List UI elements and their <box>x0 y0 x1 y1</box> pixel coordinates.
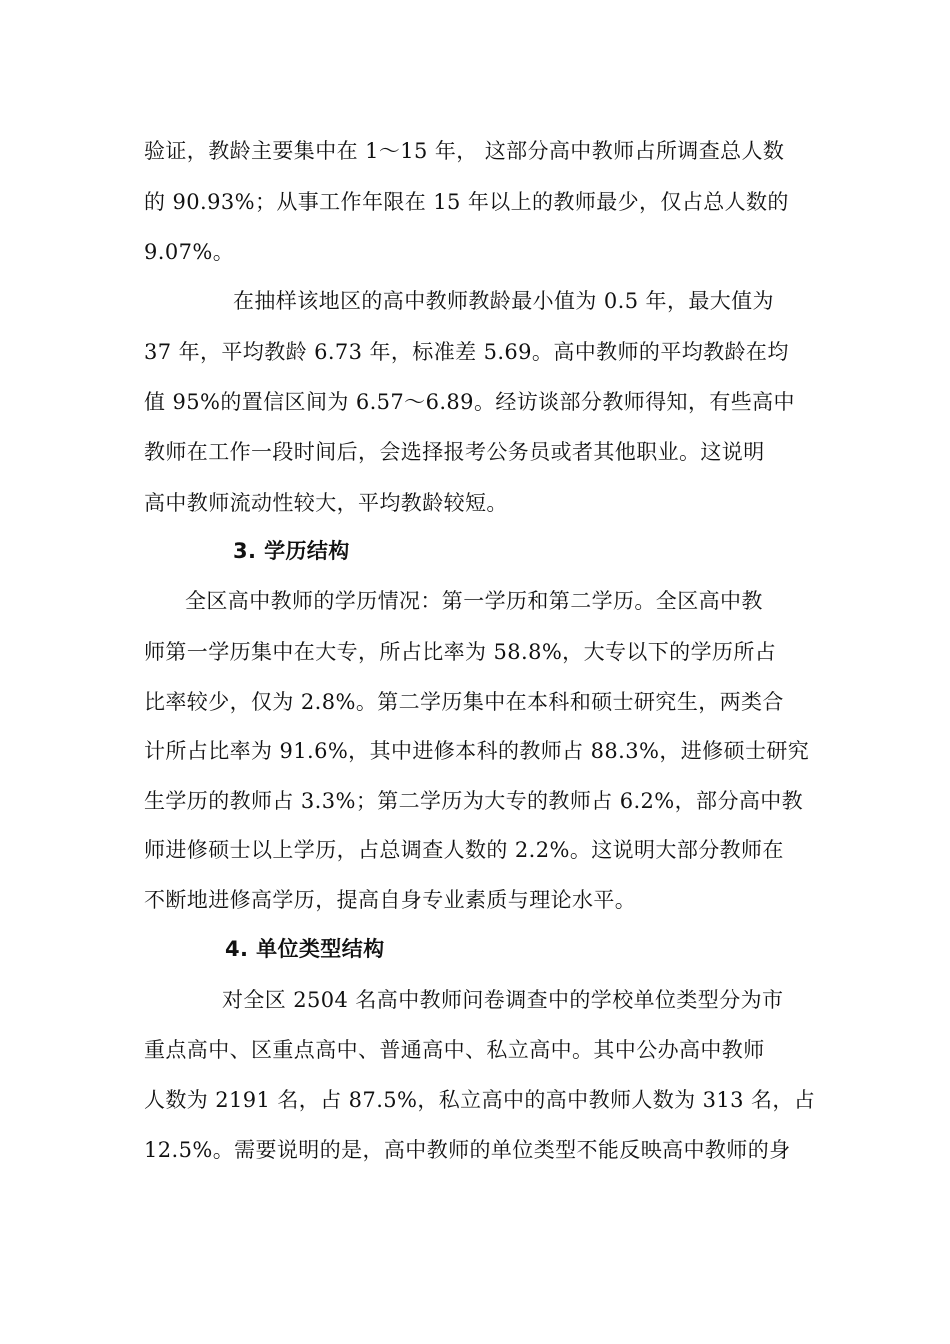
section-3-line-5: 生学历的教师占 3.3%；第二学历为大专的教师占 6.2%，部分高中教 <box>144 789 804 813</box>
section-3-line-2: 师第一学历集中在大专，所占比率为 58.8%，大专以下的学历所占 <box>144 640 777 664</box>
section-3-line-6: 师进修硕士以上学历，占总调查人数的 2.2%。这说明大部分教师在 <box>144 838 784 862</box>
section-3-line-7: 不断地进修高学历，提高自身专业素质与理论水平。 <box>144 888 637 912</box>
section-3-line-3: 比率较少，仅为 2.8%。第二学历集中在本科和硕士研究生，两类合 <box>144 690 784 714</box>
section-3-line-4: 计所占比率为 91.6%，其中进修本科的教师占 88.3%，进修硕士研究 <box>144 739 810 763</box>
section-4-line-4: 12.5%。需要说明的是，高中教师的单位类型不能反映高中教师的身 <box>144 1138 791 1162</box>
section-3-heading: 3. 学历结构 <box>233 539 350 563</box>
paragraph-2-line-1: 在抽样该地区的高中教师教龄最小值为 0.5 年，最大值为 <box>233 289 774 313</box>
paragraph-2-line-5: 高中教师流动性较大，平均教龄较短。 <box>144 491 508 515</box>
paragraph-1-line-2: 的 90.93%；从事工作年限在 15 年以上的教师最少，仅占总人数的 <box>144 190 789 214</box>
section-3-line-1: 全区高中教师的学历情况：第一学历和第二学历。全区高中教 <box>185 589 763 613</box>
paragraph-2-line-3: 值 95%的置信区间为 6.57～6.89。经访谈部分教师得知，有些高中 <box>144 390 795 414</box>
section-4-line-3: 人数为 2191 名，占 87.5%，私立高中的高中教师人数为 313 名，占 <box>144 1088 816 1112</box>
paragraph-2-line-4: 教师在工作一段时间后，会选择报考公务员或者其他职业。这说明 <box>144 440 765 464</box>
paragraph-1-line-1: 验证，教龄主要集中在 1～15 年， 这部分高中教师占所调查总人数 <box>144 139 785 163</box>
paragraph-2-line-2: 37 年，平均教龄 6.73 年，标准差 5.69。高中教师的平均教龄在均 <box>144 340 789 364</box>
section-4-line-1: 对全区 2504 名高中教师问卷调查中的学校单位类型分为市 <box>222 988 784 1012</box>
paragraph-1-line-3: 9.07%。 <box>144 240 235 264</box>
section-4-heading: 4. 单位类型结构 <box>225 937 385 961</box>
section-4-line-2: 重点高中、区重点高中、普通高中、私立高中。其中公办高中教师 <box>144 1038 765 1062</box>
